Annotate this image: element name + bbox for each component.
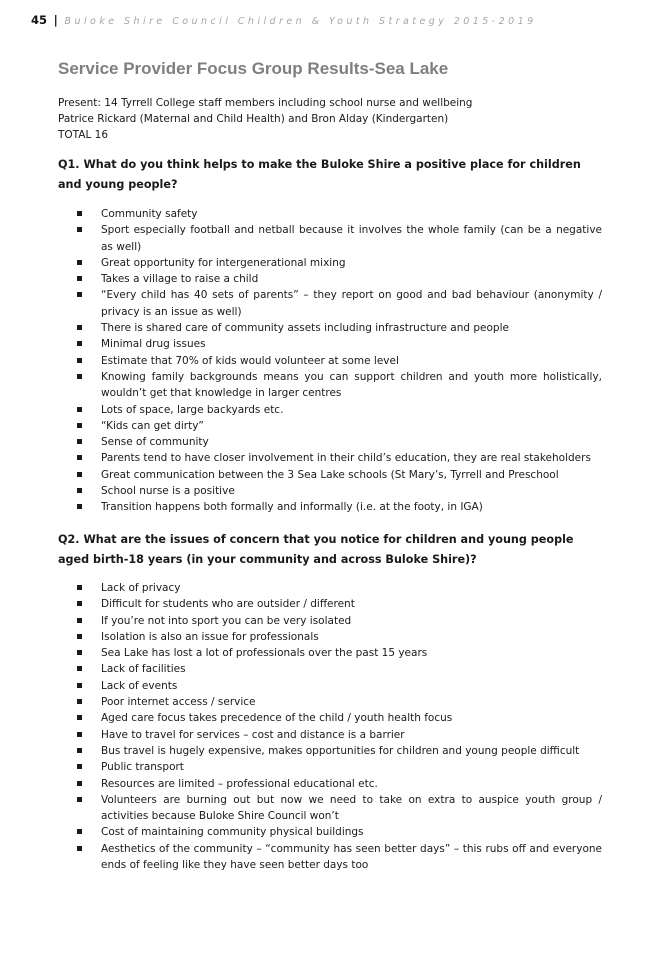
list-item-text: Aged care focus takes precedence of the child / youth health focus	[101, 712, 453, 725]
question-2-heading: Q2. What are the issues of concern that you notice for children and young people aged birth-18 years (in your community and across Buloke Shire)?	[58, 533, 574, 566]
list-item-text: Parents tend to have closer involvement in their child’s education, they are real stakeholders	[101, 452, 591, 465]
list-item	[0, 450, 602, 466]
list-item	[0, 206, 602, 222]
list-item	[0, 499, 602, 515]
square-bullet-icon	[77, 455, 82, 460]
list-item	[0, 596, 602, 612]
list-item-text: Difficult for students who are outsider / different	[101, 598, 355, 611]
list-item-text: School nurse is a positive	[101, 485, 235, 498]
square-bullet-icon	[77, 407, 82, 412]
square-bullet-icon	[77, 650, 82, 655]
square-bullet-icon	[77, 732, 82, 737]
square-bullet-icon	[77, 846, 82, 851]
list-item-text: Lack of facilities	[101, 663, 186, 676]
list-item	[0, 824, 602, 840]
list-item	[0, 320, 602, 336]
question-2-answers	[0, 580, 602, 873]
page-title: Service Provider Focus Group Results-Sea Lake	[58, 59, 449, 78]
square-bullet-icon	[77, 781, 82, 786]
attendees-total: TOTAL 16	[58, 129, 109, 141]
list-item-text: Knowing family backgrounds means you can support children and youth more holistically, wouldn’t get that knowledge in larger centres	[101, 370, 602, 400]
list-item-text: Bus travel is hugely expensive, makes opportunities for children and young people difficult	[101, 744, 580, 757]
square-bullet-icon	[77, 472, 82, 477]
list-item-text: Estimate that 70% of kids would volunteer at some level	[101, 354, 399, 367]
square-bullet-icon	[77, 325, 82, 330]
list-item-text: Isolation is also an issue for professionals	[101, 630, 319, 643]
list-item	[0, 841, 602, 874]
square-bullet-icon	[77, 439, 82, 444]
list-item-text: Sense of community	[101, 436, 209, 449]
list-item-text: Have to travel for services – cost and distance is a barrier	[101, 728, 405, 741]
list-item	[0, 287, 602, 320]
list-item	[0, 353, 602, 369]
square-bullet-icon	[77, 797, 82, 802]
square-bullet-icon	[77, 260, 82, 265]
square-bullet-icon	[77, 227, 82, 232]
list-item	[0, 678, 602, 694]
list-item	[0, 629, 602, 645]
list-item	[0, 759, 602, 775]
list-item-text: “Kids can get dirty”	[101, 419, 204, 432]
list-item	[0, 580, 602, 596]
question-1-answers	[0, 206, 602, 516]
list-item-text: There is shared care of community assets including infrastructure and people	[101, 322, 509, 335]
square-bullet-icon	[77, 276, 82, 281]
header-separator: |	[53, 13, 58, 27]
list-item	[0, 743, 602, 759]
list-item	[0, 645, 602, 661]
list-item	[0, 483, 602, 499]
page-number: 45	[31, 13, 48, 27]
list-item-text: Poor internet access / service	[101, 696, 256, 709]
square-bullet-icon	[77, 764, 82, 769]
square-bullet-icon	[77, 829, 82, 834]
list-item	[0, 776, 602, 792]
list-item	[0, 402, 602, 418]
list-item	[0, 727, 602, 743]
list-item	[0, 710, 602, 726]
list-item-text: Lots of space, large backyards etc.	[101, 403, 284, 416]
square-bullet-icon	[77, 211, 82, 216]
list-item-text: If you’re not into sport you can be very isolated	[101, 614, 352, 627]
square-bullet-icon	[77, 715, 82, 720]
square-bullet-icon	[77, 358, 82, 363]
list-item-text: Great communication between the 3 Sea Lake schools (St Mary’s, Tyrrell and Preschool	[101, 468, 559, 481]
square-bullet-icon	[77, 748, 82, 753]
list-item-text: Minimal drug issues	[101, 338, 206, 351]
list-item-text: Great opportunity for intergenerational mixing	[101, 256, 346, 269]
list-item	[0, 661, 602, 677]
running-header	[31, 13, 537, 27]
square-bullet-icon	[77, 683, 82, 688]
square-bullet-icon	[77, 292, 82, 297]
list-item-text: Community safety	[101, 208, 198, 220]
list-item	[0, 467, 602, 483]
list-item-text: Takes a village to raise a child	[101, 273, 259, 286]
list-item	[0, 369, 602, 402]
square-bullet-icon	[77, 585, 82, 590]
list-item-text: Transition happens both formally and informally (i.e. at the footy, in IGA)	[101, 501, 483, 514]
question-1-heading: Q1. What do you think helps to make the Buloke Shire a positive place for children and young people?	[58, 158, 581, 191]
list-item-text: “Every child has 40 sets of parents” – they report on good and bad behaviour (anonymity / privacy is an issue as well)	[101, 289, 602, 318]
list-item-text: Aesthetics of the community – “community has seen better days” – this rubs off and everyone ends of feeling like they have seen better days too	[101, 842, 602, 872]
list-item	[0, 336, 602, 352]
list-item	[0, 694, 602, 710]
square-bullet-icon	[77, 423, 82, 428]
list-item	[0, 222, 602, 255]
square-bullet-icon	[77, 666, 82, 671]
square-bullet-icon	[77, 601, 82, 606]
square-bullet-icon	[77, 699, 82, 704]
list-item-text: Public transport	[101, 761, 184, 774]
list-item	[0, 418, 602, 434]
square-bullet-icon	[77, 488, 82, 493]
list-item-text: Lack of events	[101, 679, 178, 692]
list-item-text: Sea Lake has lost a lot of professionals over the past 15 years	[101, 647, 428, 660]
running-title: Buloke Shire Council Children & Youth Strategy 2015-2019	[64, 16, 537, 27]
list-item	[0, 255, 602, 271]
list-item	[0, 271, 602, 287]
square-bullet-icon	[77, 618, 82, 623]
list-item-text: Sport especially football and netball because it involves the whole family (can be a negative as well)	[101, 224, 602, 253]
list-item-text: Cost of maintaining community physical buildings	[101, 826, 364, 839]
list-item-text: Volunteers are burning out but now we need to take on extra to auspice youth group / activities because Buloke Shire Council won’t	[101, 793, 602, 823]
square-bullet-icon	[77, 634, 82, 639]
attendees-line: Present: 14 Tyrrell College staff members including school nurse and wellbeing	[58, 97, 473, 109]
list-item-text: Lack of privacy	[101, 582, 181, 594]
square-bullet-icon	[77, 374, 82, 379]
square-bullet-icon	[77, 504, 82, 509]
attendees-line: Patrice Rickard (Maternal and Child Health) and Bron Alday (Kindergarten)	[58, 113, 449, 125]
list-item	[0, 792, 602, 825]
list-item	[0, 613, 602, 629]
attendees-block	[58, 95, 472, 143]
list-item	[0, 434, 602, 450]
square-bullet-icon	[77, 341, 82, 346]
list-item-text: Resources are limited – professional educational etc.	[101, 777, 378, 790]
